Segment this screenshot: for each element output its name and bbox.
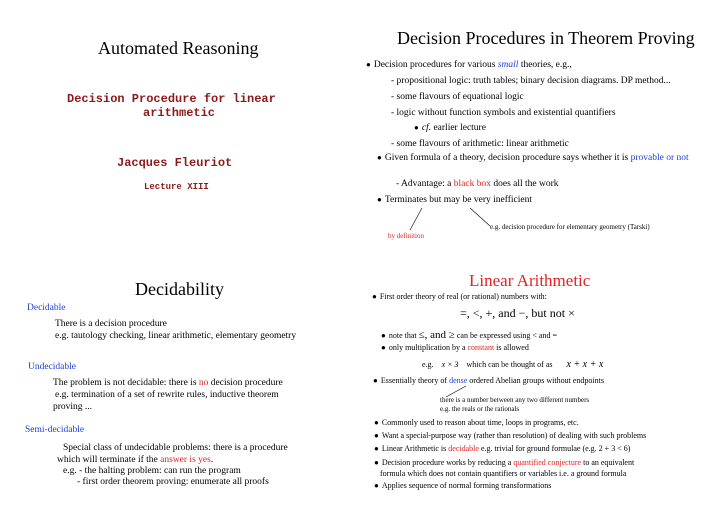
bullet-icon: ● xyxy=(381,331,386,340)
undecidable-line-2: e.g. termination of a set of rewrite rules, inductive theorem xyxy=(55,390,279,400)
slide1-lecture: Lecture XIII xyxy=(144,182,209,192)
slide4-bullet-8-line-2: formula which does not contain quantifiers or variables i.e. a ground formula xyxy=(380,469,627,478)
bullet-icon: ● xyxy=(374,458,379,467)
decidable-line-2: e.g. tautology checking, linear arithmetic, elementary geometry xyxy=(55,331,297,341)
inequality-symbols: ≤, and ≥ xyxy=(418,329,455,341)
slide3-title: Decidability xyxy=(135,279,224,299)
slide4-operators: =, <, +, and −, but not × xyxy=(460,306,575,320)
text: Commonly used to reason about time, loops in programs, etc. xyxy=(381,418,579,427)
slide2-bullet-1 xyxy=(366,60,572,70)
expr-x-times-3: x × 3 xyxy=(441,360,459,369)
text: only multiplication by a xyxy=(388,343,468,352)
dense-note-2: e.g. the reals or the rationals xyxy=(440,405,520,413)
semi-line-3: e.g. - the halting problem: can run the program xyxy=(63,466,241,476)
bullet-icon: ● xyxy=(374,418,379,427)
undecidable-line-1 xyxy=(53,378,283,388)
semi-line-2 xyxy=(57,455,213,465)
text: Decision procedures for various xyxy=(373,60,498,70)
slide4-bullet-8 xyxy=(374,458,634,467)
bullet-icon: ● xyxy=(366,60,371,69)
text: - Advantage: a xyxy=(396,179,454,189)
text: which will terminate if the xyxy=(57,455,161,465)
text: is allowed xyxy=(494,343,529,352)
arrow-line-right xyxy=(470,208,490,226)
text: Want a special-purpose way (rather than resolution) of dealing with such problems xyxy=(381,431,647,440)
text: ordered Abelian groups without endpoints xyxy=(467,376,604,385)
slide4-bullet-6 xyxy=(374,431,646,440)
bullet-icon: ● xyxy=(374,431,379,440)
slide4-title: Linear Arithmetic xyxy=(469,271,591,290)
highlight-answer-yes: answer is yes xyxy=(160,455,211,465)
slide2-title: Decision Procedures in Theorem Proving xyxy=(397,28,695,48)
text: . xyxy=(210,455,214,465)
semi-line-4: - first order theorem proving: enumerate all proofs xyxy=(77,477,269,487)
heading-undecidable: Undecidable xyxy=(28,362,77,372)
slide2-sub-5: - some flavours of arithmetic: linear arithmetic xyxy=(391,139,569,149)
bullet-icon: ● xyxy=(381,343,386,352)
highlight-constant: constant xyxy=(467,343,495,352)
arrow-line-left xyxy=(410,208,422,230)
expr-x-plus-x-plus-x: x + x + x xyxy=(566,359,604,370)
text: can be expressed using < and = xyxy=(454,331,557,340)
semi-line-1: Special class of undecidable problems: there is a procedure xyxy=(63,443,288,453)
bullet-icon: ● xyxy=(377,153,382,162)
slide2-sub-4 xyxy=(414,123,486,133)
bullet-icon: ● xyxy=(414,123,419,132)
highlight-provable: provable or not xyxy=(630,153,689,163)
heading-semi-decidable: Semi-decidable xyxy=(25,425,85,435)
bullet-icon: ● xyxy=(372,292,377,301)
text: e.g. xyxy=(422,360,434,369)
undecidable-line-3: proving ... xyxy=(53,402,93,412)
slide1-author: Jacques Fleuriot xyxy=(117,156,233,170)
text: e.g. trivial for ground formulae (e.g. 2 + 3 < 6) xyxy=(478,444,631,453)
slide2-sub-2: - some flavours of equational logic xyxy=(391,92,524,102)
text: to an equivalent xyxy=(581,458,635,467)
slide2-advantage xyxy=(396,179,559,189)
text: note that xyxy=(388,331,419,340)
highlight-no: no xyxy=(198,378,209,388)
text: decision procedure xyxy=(208,378,283,388)
slide4-bullet-5 xyxy=(374,418,579,427)
text: Given formula of a theory, decision procedure says whether it is xyxy=(384,153,631,163)
slide4-bullet-1 xyxy=(372,292,547,301)
text: Essentially theory of xyxy=(380,376,450,385)
slide4-bullet-2 xyxy=(381,329,557,341)
emphasis-small: small xyxy=(497,60,519,70)
text: The problem is not decidable: there is xyxy=(53,378,199,388)
slide2-sub-1: - propositional logic: truth tables; binary decision diagrams. DP method... xyxy=(391,76,671,86)
slide2-sub-3: - logic without function symbols and existential quantifiers xyxy=(391,108,616,118)
text: First order theory of real (or rational) numbers with: xyxy=(379,292,547,301)
slide4-bullet-4 xyxy=(373,376,604,385)
text: which can be thought of as xyxy=(466,360,553,369)
text: Applies sequence of normal forming transformations xyxy=(381,481,552,490)
highlight-quantified-conjecture: quantified conjecture xyxy=(513,458,582,467)
bullet-icon: ● xyxy=(377,195,382,204)
bullet-icon: ● xyxy=(373,376,378,385)
slide1-subtitle-line1: Decision Procedure for linear xyxy=(67,92,276,106)
text: theories, e.g., xyxy=(518,60,572,70)
text: does all the work xyxy=(490,179,559,189)
text: Terminates but may be very inefficient xyxy=(384,195,532,205)
slide2-note-tarski: e.g. decision procedure for elementary geometry (Tarski) xyxy=(490,223,650,231)
slide4-bullet-7 xyxy=(374,444,630,453)
bullet-icon: ● xyxy=(374,444,379,453)
slide4-example xyxy=(422,359,603,370)
slide4-bullet-9 xyxy=(374,481,551,490)
bullet-icon: ● xyxy=(374,481,379,490)
slide1-subtitle-line2: arithmetic xyxy=(143,106,216,120)
highlight-decidable: decidable xyxy=(448,444,479,453)
decidable-line-1: There is a decision procedure xyxy=(55,319,167,329)
heading-decidable: Decidable xyxy=(27,303,66,313)
slide4-bullet-3 xyxy=(381,343,529,352)
highlight-black-box: black box xyxy=(453,179,491,189)
slide1-title: Automated Reasoning xyxy=(98,38,259,58)
highlight-dense: dense xyxy=(449,376,468,385)
text: Decision procedure works by reducing a xyxy=(381,458,514,467)
text: earlier lecture xyxy=(431,123,486,133)
emphasis-cf: cf. xyxy=(421,123,432,133)
dense-note-1: there is a number between any two different numbers xyxy=(440,396,590,404)
slide2-note-definition: by definition xyxy=(388,232,424,240)
text: Linear Arithmetic is xyxy=(381,444,449,453)
annotation-arrows xyxy=(400,204,500,234)
slide2-bullet-2 xyxy=(377,153,689,163)
